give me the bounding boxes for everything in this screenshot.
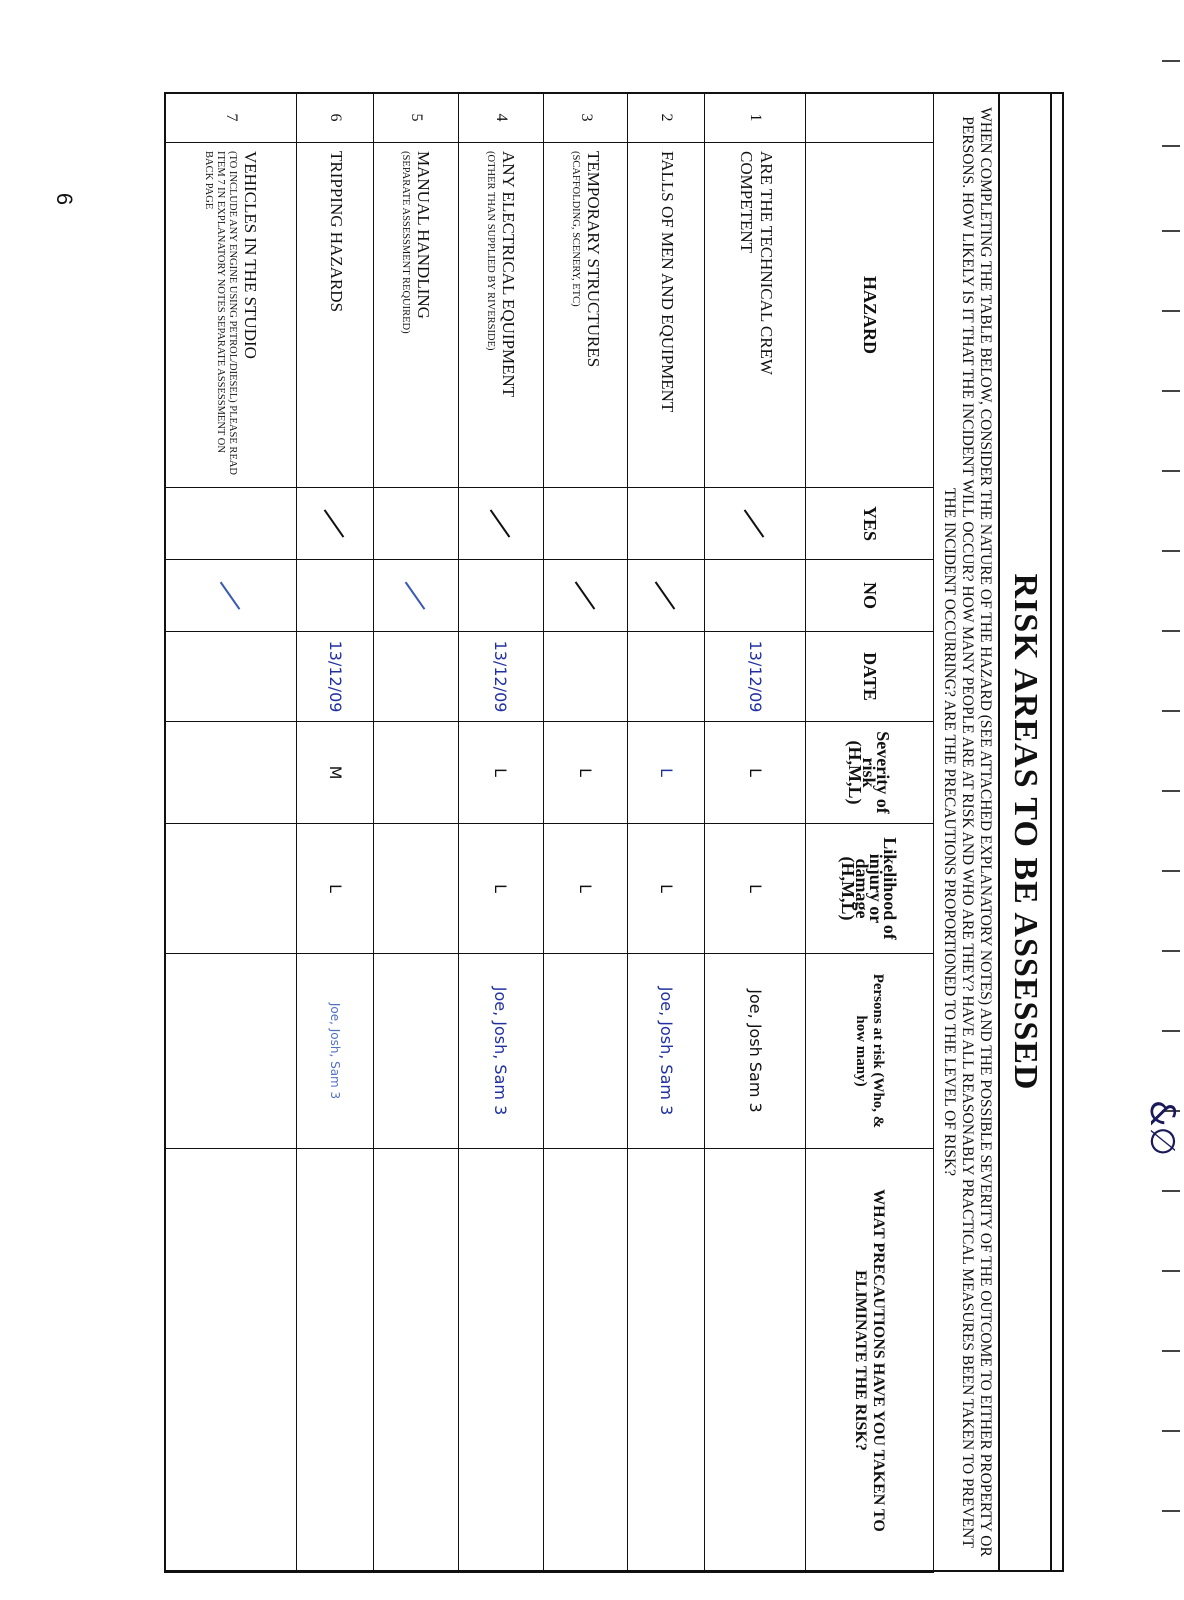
severity-cell[interactable]: L [458,722,543,824]
col-no: NO [805,560,933,632]
precautions-cell[interactable] [543,1149,628,1573]
precautions-cell[interactable] [297,1149,374,1573]
tick-mark-icon [216,568,246,623]
row-number: 3 [543,93,628,143]
handwritten-marks: &∅ [1142,1100,1182,1157]
likelihood-cell[interactable]: L [458,824,543,954]
hazard-label: TRIPPING HAZARDS [327,151,347,313]
precautions-cell[interactable] [705,1149,806,1573]
table-row [297,93,374,1573]
likelihood-cell[interactable] [165,824,297,954]
persons-cell[interactable]: Joe, Josh, Sam 3 [628,954,705,1149]
precautions-cell[interactable] [374,1149,459,1573]
tick-mark-icon [740,496,770,551]
col-severity: Severity of risk (H,M,L) [805,722,933,824]
severity-cell[interactable]: L [628,722,705,824]
row-number: 1 [705,93,806,143]
hazard-label: FALLS OF MEN AND EQUIPMENT [658,151,678,413]
row-number: 6 [297,93,374,143]
table-row [628,93,705,1573]
yes-cell[interactable] [628,488,705,560]
row-number: 2 [628,93,705,143]
col-persons: Persons at risk (Who, & how many) [805,954,933,1149]
col-num [805,93,933,143]
col-date: DATE [805,632,933,722]
no-cell[interactable] [458,560,543,632]
hazard-label: ANY ELECTRICAL EQUIPMENT [498,151,518,398]
tick-mark-icon [651,568,681,623]
date-cell[interactable] [374,632,459,722]
form-title: RISK AREAS TO BE ASSESSED [1007,573,1044,1091]
persons-cell[interactable] [374,954,459,1149]
table-row [458,93,543,1573]
tick-mark-icon [571,568,601,623]
page-number: 6 [52,192,78,206]
table-row [165,93,297,1573]
severity-cell[interactable] [165,722,297,824]
yes-cell[interactable] [458,488,543,560]
yes-cell[interactable] [297,488,374,560]
col-precautions: WHAT PRECAUTIONS HAVE YOU TAKEN TO ELIMINATE THE RISK? [805,1149,933,1573]
date-cell[interactable] [543,632,628,722]
hazard-note: (SEPARATE ASSESSMENT REQUIRED) [399,151,411,334]
date-cell[interactable]: 13/12/09 [458,632,543,722]
date-cell[interactable]: 13/12/09 [705,632,806,722]
hazard-label: VEHICLES IN THE STUDIO [240,151,260,359]
tick-mark-icon [486,496,516,551]
row-number: 7 [165,93,297,143]
col-yes: YES [805,488,933,560]
divider [998,92,1000,1572]
hazard-label: ARE THE TECHNICAL CREW COMPETENT [737,151,777,375]
likelihood-cell[interactable]: L [628,824,705,954]
persons-cell[interactable]: Joe, Josh, Sam 3 [297,954,374,1149]
no-cell[interactable] [543,560,628,632]
table-row [543,93,628,1573]
hazard-note: (OTHER THAN SUPPLIED BY RIVERSIDE) [484,151,496,351]
yes-cell[interactable] [374,488,459,560]
hazard-note: (SCAFFOLDING, SCENERY, ETC) [569,151,581,307]
no-cell[interactable] [628,560,705,632]
precautions-cell[interactable] [165,1149,297,1573]
precautions-cell[interactable] [628,1149,705,1573]
scan-edge-marks [1152,60,1180,1580]
no-cell[interactable] [374,560,459,632]
table-row [374,93,459,1573]
col-hazard: HAZARD [805,143,933,488]
no-cell[interactable] [705,560,806,632]
table-row [705,93,806,1573]
persons-cell[interactable] [165,954,297,1149]
hazard-note: (TO INCLUDE ANY ENGINE USING PETROL/DIESEL) PLEASE READ ITEM 7 IN EXPLANATORY NOTES SEPARATE ASSESSMENT ON BACK PAGE [202,151,238,476]
risk-assessment-form [164,92,1064,1572]
yes-cell[interactable] [705,488,806,560]
persons-cell[interactable] [543,954,628,1149]
likelihood-cell[interactable]: L [705,824,806,954]
date-cell[interactable] [165,632,297,722]
tick-mark-icon [320,496,350,551]
severity-cell[interactable]: L [543,722,628,824]
likelihood-cell[interactable] [374,824,459,954]
hazard-label: MANUAL HANDLING [413,151,433,319]
no-cell[interactable] [297,560,374,632]
header-row [805,93,933,1573]
likelihood-cell[interactable]: L [297,824,374,954]
hazard-label: TEMPORARY STRUCTURES [583,151,603,368]
likelihood-cell[interactable]: L [543,824,628,954]
date-cell[interactable]: 13/12/09 [297,632,374,722]
persons-cell[interactable]: Joe, Josh Sam 3 [705,954,806,1149]
tick-mark-icon [401,568,431,623]
yes-cell[interactable] [543,488,628,560]
persons-cell[interactable]: Joe, Josh, Sam 3 [458,954,543,1149]
col-likelihood: Likelihood of injury or damage (H,M,L) [805,824,933,954]
severity-cell[interactable] [374,722,459,824]
severity-cell[interactable]: L [705,722,806,824]
date-cell[interactable] [628,632,705,722]
instructions: WHEN COMPLETING THE TABLE BELOW, CONSIDER THE NATURE OF THE HAZARD (SEE ATTACHED EXPLANATORY NOTES) AND THE POSSIBLE SEVERITY OF THE OUTCOME TO EITHER PROPERTY OR PERSONS. HOW LIKELY IS IT THAT THE INCIDENT WILL OCCUR? HOW MANY PEOPLE ARE AT RISK AND WHO ARE THEY? HAVE ALL REASONABLY PRACTICAL MEASURES BEEN TAKEN TO PREVENT THE INCIDENT OCCURRING? ARE THE PRECAUTIONS PROPORTIONED TO THE LEVEL OF RISK? [941,107,994,1557]
row-number: 4 [458,93,543,143]
row-number: 5 [374,93,459,143]
yes-cell[interactable] [165,488,297,560]
divider [1050,92,1052,1572]
precautions-cell[interactable] [458,1149,543,1573]
no-cell[interactable] [165,560,297,632]
severity-cell[interactable]: M [297,722,374,824]
risk-table [164,92,934,1573]
